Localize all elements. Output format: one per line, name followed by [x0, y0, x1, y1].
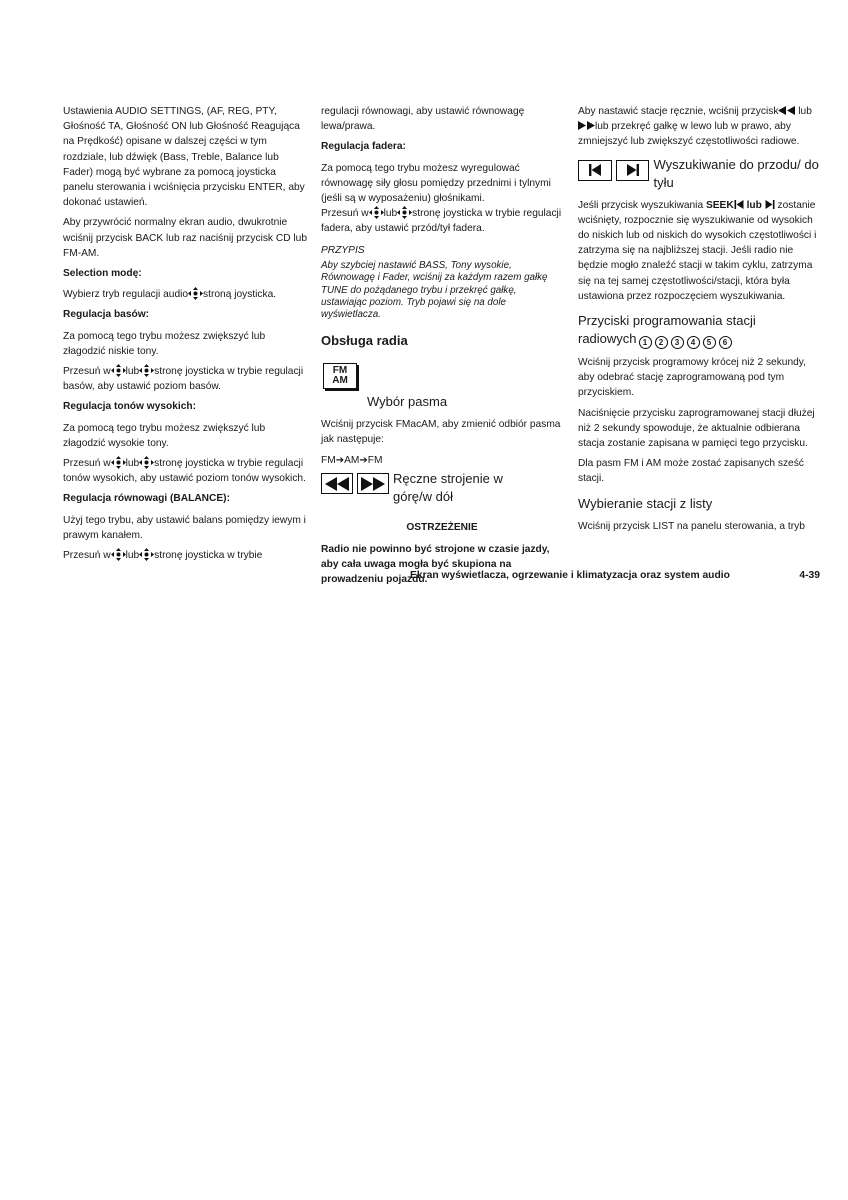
- treble-paragraph: Za pomocą tego trybu możesz zwiększyć lub złagodzić wysokie tony.: [63, 422, 266, 449]
- heading-selection-mode: Selection modę:: [63, 268, 142, 280]
- note-title: PRZYPIS: [321, 244, 365, 256]
- arrow-right-icon: ➔: [335, 455, 345, 467]
- band-selection-title: Wybór pasma: [367, 393, 448, 409]
- joystick-right-icon: [139, 548, 154, 561]
- joystick-up-icon: [111, 456, 126, 469]
- intro-paragraph: Ustawienia AUDIO SETTINGS, (AF, REG, PTY, Głośność TA, Głośność ON lub Głośność Reagująca na Prędkość) opisane w dalszej części w tym rozdziale, lub dźwięk (Bass, Treble, Balance lub Fader) mogą być wybrane za pomocą joysticka panelu sterowania i wciśnięcia przycisku ENTER, aby dokonać ustawień.: [63, 106, 305, 209]
- preset-buttons: [639, 336, 732, 349]
- heading-treble: Regulacja tonów wysokich:: [63, 401, 197, 413]
- skip-back-icon: [734, 200, 744, 209]
- joystick-down-icon: [139, 456, 154, 469]
- bass-paragraph: Za pomocą tego trybu możesz zwiększyć lub złagodzić niskie tony.: [63, 330, 266, 357]
- skip-forward-icon: [765, 200, 775, 209]
- bass-instructions: Przesuń w lub stronę joysticka w trybie regulacji basów, aby ustawić poziom basów.: [63, 366, 304, 393]
- note-text: Aby szybciej nastawić BASS, Tony wysokie, Równowagę i Fader, wciśnij za każdym razem gałkę TUNE do pożądanego trybu i przekręć gałkę, ustawiając poziom. Tryb pojawi się na dole wyświetlacza.: [321, 259, 548, 321]
- seek-row: [578, 156, 824, 192]
- preset-title: Przyciski programowania stacji radiowych 1 2 3 4 5 6: [578, 313, 756, 348]
- balance-paragraph: Użyj tego trybu, aby ustawić balans pomiędzy iewym i prawym kanałem.: [63, 514, 306, 541]
- preset-2-icon: 2: [655, 336, 668, 349]
- balance-continued: regulacji równowagi, aby ustawić równowagę lewa/prawa.: [321, 106, 525, 133]
- balance-instructions: Przesuń w lub stronę joysticka w trybie: [63, 550, 263, 562]
- column-left: [63, 104, 309, 568]
- preset-3-icon: 3: [671, 336, 684, 349]
- restore-paragraph: Aby przywrócić normalny ekran audio, dwukrotnie wciśnij przycisk BACK lub raz naciśnij przycisk CD lub FM-AM.: [63, 217, 307, 259]
- station-list-title: Wybieranie stacji z listy: [578, 495, 713, 511]
- joystick-up-icon: [369, 206, 384, 219]
- warning-text: Radio nie powinno być strojone w czasie jazdy, aby cała uwaga mogła być skupiona na prowadzeniu pojazdu.: [321, 543, 550, 586]
- heading-bass: Regulacja basów:: [63, 309, 150, 321]
- fader-paragraph: Za pomocą tego trybu możesz wyregulować równowagę siły głosu pomiędzy przednimi i tylnymi (jeśli są w wyposażeniu) głośnikami.: [321, 162, 551, 205]
- preset-6-icon: 6: [719, 336, 732, 349]
- manual-tuning-row: [321, 473, 563, 506]
- seek-forward-button-icon: [616, 160, 650, 181]
- preset-5-icon: 5: [703, 336, 716, 349]
- arrow-right-icon: ➔: [359, 455, 368, 467]
- preset-paragraph-2: Naciśnięcie przycisku zaprogramowanej stacji dłużej niż 2 sekundy spowoduje, że aktualnie odbierana stacja zostanie zapisana w pamięci tego przycisku.: [578, 407, 815, 450]
- fm-am-button-icon: FM AM: [323, 363, 357, 389]
- page-number: 4-39: [799, 570, 820, 581]
- station-list-paragraph: Wciśnij przycisk LIST na panelu sterowania, a tryb: [578, 520, 805, 532]
- selection-paragraph: Wybierz tryb regulacji audio stroną joysticka.: [63, 289, 277, 301]
- fader-instructions: Przesuń w lub stronę joysticka w trybie regulacji fadera, aby ustawić przód/tył fadera.: [321, 208, 562, 235]
- tune-up-button-icon: [357, 473, 389, 494]
- fast-forward-icon: [361, 477, 385, 491]
- seek-title: Wyszukiwanie do przodu/ do tyłu: [653, 156, 819, 190]
- seek-paragraph: Jeśli przycisk wyszukiwania SEEK lub zostanie wciśnięty, rozpocznie się wyszukiwanie od wysokich do niskich lub od niskich do wysokich częstotliwości i zatrzyma się na najbliższej stacji. Jeśli radio nie będzie mogło znaleźć stacji w takim cyklu, zatrzyma się na tej samej częstotliwości/stacji, która była ustawiona przez rozpoczęciem wyszukiwania.: [578, 199, 817, 302]
- joystick-up-icon: [111, 364, 126, 377]
- rewind-icon: [325, 477, 349, 491]
- seek-back-button-icon: [578, 160, 612, 181]
- joystick-left-icon: [111, 548, 126, 561]
- joystick-down-icon: [139, 364, 154, 377]
- band-paragraph: Wciśnij przycisk FMacAM, aby zmienić odbiór pasma jak następuje:: [321, 418, 561, 446]
- rewind-icon: [778, 106, 795, 115]
- column-middle: [321, 104, 563, 592]
- skip-back-icon: [588, 164, 602, 176]
- treble-instructions: Przesuń w lub stronę joysticka w trybie regulacji tonów wysokich, aby ustawić poziom tonów wysokich.: [63, 458, 306, 485]
- tune-down-button-icon: [321, 473, 353, 494]
- band-sequence: FM➔AM➔FM: [321, 455, 383, 467]
- heading-radio: Obsługa radia: [321, 332, 408, 348]
- footer-title: Ekran wyświetlacza, ogrzewanie i klimatyzacja oraz system audio: [410, 570, 730, 581]
- preset-paragraph-3: Dla pasm FM i AM może zostać zapisanych sześć stacji.: [578, 458, 804, 485]
- fast-forward-icon: [578, 121, 595, 130]
- manual-tuning-title: Ręczne strojenie w górę/w dół: [393, 471, 503, 505]
- preset-paragraph-1: Wciśnij przycisk programowy krócej niż 2 sekundy, aby odebrać stację zaprogramowaną pod tym przyciskiem.: [578, 357, 806, 399]
- warning-title: OSTRZEŻENIE: [406, 522, 478, 534]
- heading-fader: Regulacja fadera:: [321, 141, 406, 153]
- joystick-down-icon: [397, 206, 412, 219]
- heading-balance: Regulacja równowagi (BALANCE):: [63, 493, 230, 505]
- skip-forward-icon: [626, 164, 640, 176]
- column-right: [578, 104, 824, 539]
- preset-1-icon: 1: [639, 336, 652, 349]
- preset-4-icon: 4: [687, 336, 700, 349]
- manual-station-paragraph: Aby nastawić stacje ręcznie, wciśnij przycisk lub lub przekręć gałkę w lewo lub w prawo, aby zmniejszyć lub zwiększyć częstotliwości radiowe.: [578, 106, 812, 148]
- joystick-up-down-icon: [188, 287, 203, 300]
